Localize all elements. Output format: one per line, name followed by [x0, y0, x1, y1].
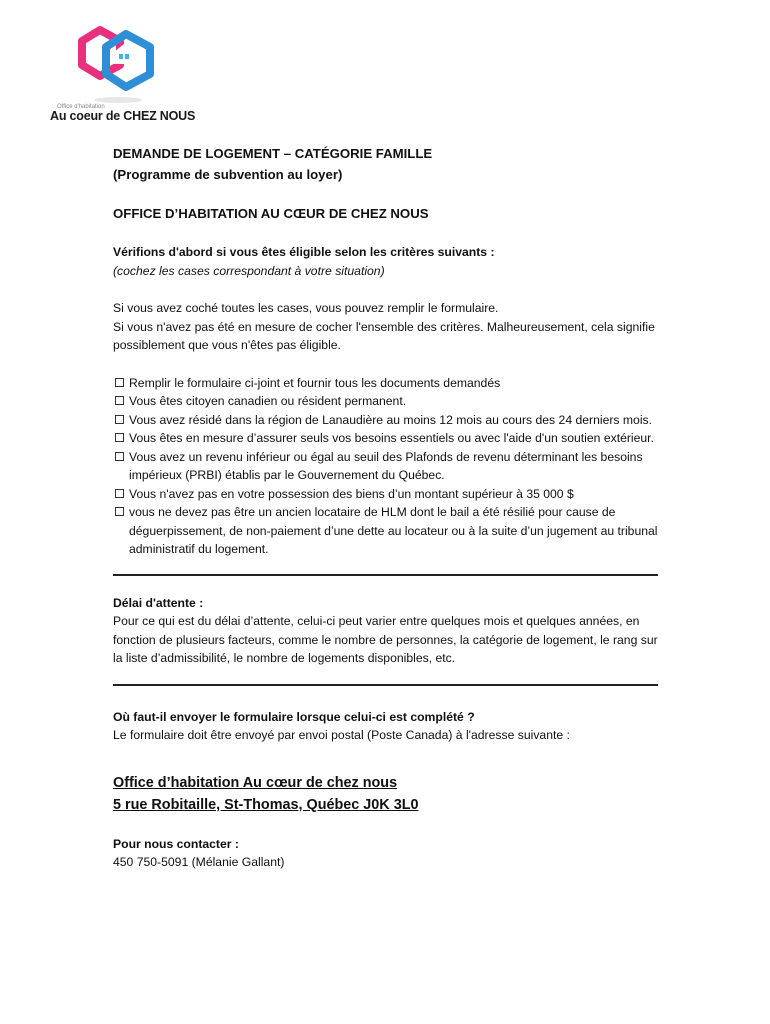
- waiting-time-section: [113, 594, 658, 668]
- logo-name: Au coeur de CHEZ NOUS: [50, 109, 196, 123]
- title-line-2: (Programme de subvention au loyer): [113, 167, 343, 182]
- waiting-time-text: Pour ce qui est du délai d’attente, celui-ci peut varier entre quelques mois et quelques années, en fonction de plusieurs facteurs, comme le nombre de personnes, la catégorie de logement, le rang sur la liste d’admissibilité, le nombre de logements disponibles, etc.: [113, 614, 658, 665]
- criteria-item: Vous êtes en mesure d’assurer seuls vos besoins essentiels ou avec l'aide d'un soutien extérieur.: [113, 429, 658, 448]
- checkbox[interactable]: [115, 489, 124, 498]
- checkbox[interactable]: [115, 396, 124, 405]
- submission-section: [113, 708, 658, 745]
- address-line-2: 5 rue Robitaille, St-Thomas, Québec J0K 3L0: [113, 796, 419, 813]
- waiting-time-heading: Délai d'attente :: [113, 595, 204, 610]
- criteria-heading: Vérifions d'abord si vous êtes éligible selon les critères suivants :: [113, 245, 495, 259]
- checkbox[interactable]: [115, 378, 124, 387]
- checkbox[interactable]: [115, 452, 124, 461]
- criteria-item: Vous n'avez pas en votre possession des biens d’un montant supérieur à 35 000 $: [113, 485, 658, 504]
- checkbox[interactable]: [115, 433, 124, 442]
- checkbox[interactable]: [115, 507, 124, 516]
- contact-phone: 450 750-5091 (Mélanie Gallant): [113, 855, 285, 869]
- criteria-item: Vous avez un revenu inférieur ou égal au seuil des Plafonds de revenu déterminant les besoins impérieux (PRBI) établis par le Gouvernement du Québec.: [113, 448, 658, 485]
- contact-section: [113, 835, 658, 872]
- criteria-item: Remplir le formulaire ci-joint et fournir tous les documents demandés: [113, 374, 658, 393]
- submission-heading: Où faut-il envoyer le formulaire lorsque celui-ci est complété ?: [113, 709, 475, 724]
- checkbox[interactable]: [115, 415, 124, 424]
- logo: [48, 24, 248, 124]
- intro-line-1: Si vous avez coché toutes les cases, vous pouvez remplir le formulaire.: [113, 301, 499, 315]
- document-title: [113, 143, 658, 185]
- criteria-item: vous ne devez pas être un ancien locataire de HLM dont le bail a été résilié pour cause de déguerpissement, de non-paiement d’une dette au locateur ou à la suite d’un jugement au tribunal administratif du logement.: [113, 503, 658, 559]
- criteria-subheading: (cochez les cases correspondant à votre situation): [113, 263, 385, 278]
- intro-line-2: Si vous n'avez pas été en mesure de cocher l'ensemble des critères. Malheureusement, cela signifie possiblement que vous n'êtes pas éligible.: [113, 319, 655, 352]
- document-body: [113, 143, 658, 872]
- criteria-checklist: [113, 374, 658, 559]
- contact-heading: Pour nous contacter :: [113, 836, 239, 851]
- section-divider: [113, 684, 658, 686]
- section-divider: [113, 574, 658, 576]
- submission-text: Le formulaire doit être envoyé par envoi postal (Poste Canada) à l'adresse suivante :: [113, 728, 570, 742]
- address-line-1: Office d’habitation Au cœur de chez nous: [113, 774, 398, 791]
- criteria-item: Vous êtes citoyen canadien ou résident permanent.: [113, 392, 658, 411]
- mailing-address: [113, 772, 658, 816]
- title-line-1: DEMANDE DE LOGEMENT – CATÉGORIE FAMILLE: [113, 146, 433, 161]
- logo-house-icon: [78, 24, 158, 106]
- criteria-item: Vous avez résidé dans la région de Lanaudière au moins 12 mois au cours des 24 derniers mois.: [113, 411, 658, 430]
- criteria-section: [113, 243, 658, 280]
- criteria-intro: [113, 299, 658, 355]
- organization-name: OFFICE D’HABITATION AU CŒUR DE CHEZ NOUS: [113, 206, 429, 221]
- logo-small-text: Office d'habitation: [57, 104, 105, 110]
